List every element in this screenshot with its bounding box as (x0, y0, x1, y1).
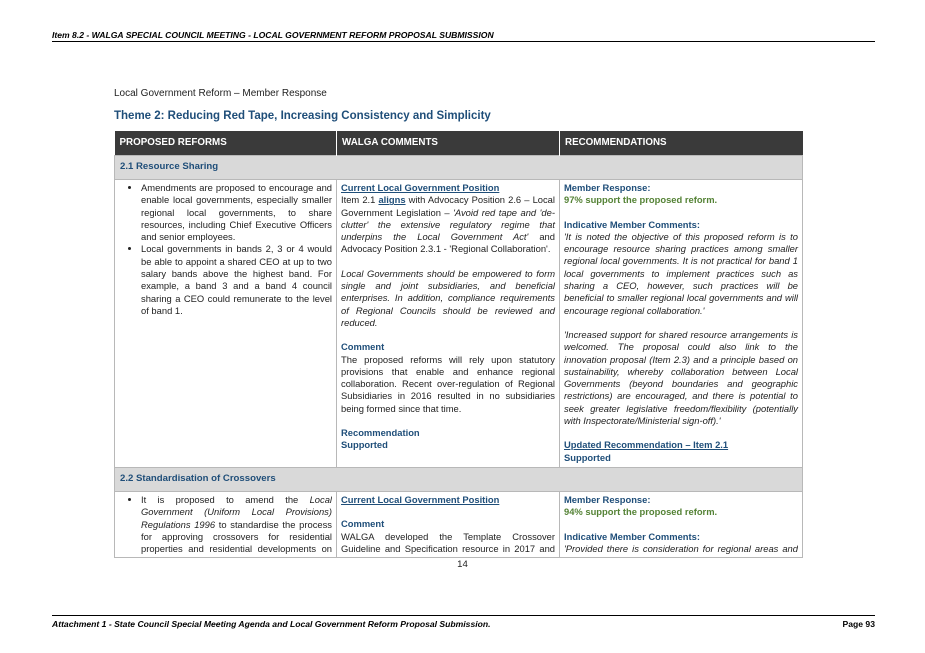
aligns-emphasis: aligns (378, 194, 406, 206)
spacer (564, 427, 798, 439)
document-subtitle: Local Government Reform – Member Response (114, 88, 327, 99)
regulation-name: Local Government (Uniform Local Provisions) Regulations 1996 (141, 493, 332, 530)
current-position-heading: Current Local Government Position (341, 493, 500, 505)
updated-recommendation-heading: Updated Recommendation – Item 2.1 (564, 439, 729, 451)
position-text: and Advocacy Position 2.3.1 - 'Regional Collaboration'. (341, 231, 555, 255)
cell-clip (564, 494, 798, 554)
cell-clip (341, 494, 555, 554)
comment-heading: Comment (341, 518, 385, 530)
spacer (341, 329, 555, 341)
section-row (115, 156, 803, 180)
cell-clip (119, 494, 332, 554)
member-quote: 'It is noted the objective of this proposed reform is to encourage resource sharing practices among smaller regional local governments. It is not practical for band 1 local governments to implement practices such as sharing a CEO, however, such practices will be beneficial to smaller regional local governments and will encourage regional collaboration.' (564, 230, 798, 316)
position-text: Item 2.1 (341, 194, 379, 206)
section-title-crossovers: 2.2 Standardisation of Crossovers (115, 467, 803, 491)
reform-bullet (141, 494, 332, 554)
position-paragraph-2: Local Governments should be empowered to form single and joint subsidiaries, and beneficial enterprises. In addition, compliance requirements of Regional Councils should be reviewed and reduced. (341, 267, 555, 328)
recommendations-cell (560, 180, 803, 468)
recommendations-cell (560, 491, 803, 557)
page-header (52, 30, 875, 42)
theme-heading: Theme 2: Reducing Red Tape, Increasing Consistency and Simplicity (114, 110, 491, 122)
spacer (341, 506, 555, 518)
page-number: 14 (457, 559, 468, 570)
proposed-reforms-cell (115, 491, 337, 557)
column-header-recommendations: RECOMMENDATIONS (560, 131, 803, 156)
spacer (341, 256, 555, 268)
member-response-heading: Member Response: (564, 493, 651, 505)
member-quote: 'Provided there is consideration for regional areas and (564, 542, 798, 554)
reform-bullet: • Amendments are proposed to encourage and enable local governments, especially smaller regional local governments, to share resources, including Chief Executive Officers and senior employees. (141, 182, 332, 243)
support-percentage: 97% support the proposed reform. (564, 194, 718, 206)
section-row (115, 467, 803, 491)
position-paragraph (341, 194, 555, 255)
member-response-heading: Member Response: (564, 182, 651, 193)
column-header-walga-comments: WALGA COMMENTS (337, 131, 560, 156)
footer-text: Attachment 1 - State Council Special Meeting Agenda and Local Government Reform Proposal Submission. (52, 619, 491, 629)
page-footer (52, 615, 875, 629)
spacer (341, 415, 555, 427)
table-row (115, 491, 803, 557)
member-quote: 'Increased support for shared resource arrangements is welcomed. The proposal could also link to the innovation proposal (Item 2.3) and a principle based on sustainability, whereby collaboration between Local Governments (beyond boundaries and geographic restrictions) are encouraged, and there is potential to seek greater legislative freedom/flexibility (potentially with Inspectorate/Ministerial sign-off).' (564, 328, 798, 427)
indicative-comments-heading: Indicative Member Comments: (564, 530, 700, 542)
recommendation-heading: Recommendation (341, 427, 420, 439)
support-percentage: 94% support the proposed reform. (564, 506, 718, 518)
reform-bullet-list (119, 494, 332, 554)
reform-bullet: • Local governments in bands 2, 3 or 4 would be able to appoint a shared CEO at up to two salary bands above the highest band. For example, a band 3 and a band 4 council sharing a CEO could remunerate to the level of band 1. (141, 243, 332, 317)
table-row (115, 180, 803, 468)
walga-comments-cell (337, 180, 560, 468)
comment-text: WALGA developed the Template Crossover Guideline and Specification resource in 2017 and (341, 530, 555, 554)
comment-heading: Comment (341, 341, 385, 353)
position-text: with Advocacy Position 2.6 – Local Government Legislation – (341, 194, 555, 218)
section-title-resource-sharing: 2.1 Resource Sharing (115, 156, 803, 180)
comment-text: The proposed reforms will rely upon statutory provisions that enable and enhance regional collaboration. Recent over-regulation of Regional Subsidiaries in 2016 resulted in no subsidiaries being formed since that time. (341, 353, 555, 414)
column-header-proposed-reforms: PROPOSED REFORMS (115, 131, 337, 156)
position-quote: 'Avoid red tape and 'de-clutter' the extensive regulatory regime that underpins the Local Government Act' (341, 206, 555, 243)
proposed-reforms-cell (115, 180, 337, 468)
header-title: Item 8.2 - WALGA SPECIAL COUNCIL MEETING - LOCAL GOVERNMENT REFORM PROPOSAL SUBMISSION (52, 30, 494, 40)
walga-comments-cell (337, 491, 560, 557)
current-position-heading: Current Local Government Position (341, 182, 500, 193)
reform-text: It is proposed to amend the (141, 493, 310, 505)
recommendation-text: Supported (341, 439, 388, 451)
table-header-row (115, 131, 803, 156)
updated-recommendation-text: Supported (564, 451, 611, 463)
spacer (564, 317, 798, 329)
spacer (564, 519, 798, 531)
reform-text: to standardise the process for approving crossovers for residential properties and residential developments on (141, 518, 332, 554)
reform-bullet-list (119, 182, 332, 317)
reform-table (114, 131, 803, 558)
footer-page-number: Page 93 (842, 619, 875, 629)
spacer (564, 207, 798, 219)
indicative-comments-heading: Indicative Member Comments: (564, 218, 700, 230)
